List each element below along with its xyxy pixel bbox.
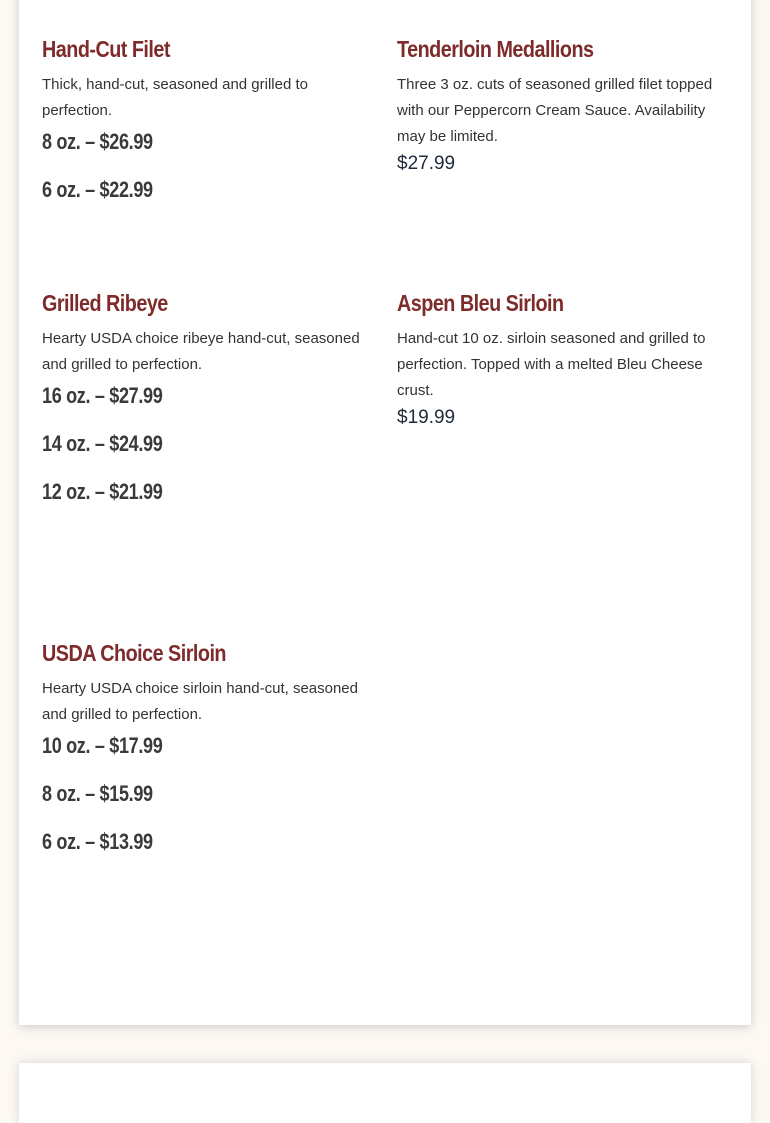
item-description: Hand-cut 10 oz. sirloin seasoned and grilled to perfection. Topped with a melted Bleu Cheese crust.: [397, 330, 706, 399]
menu-item-hand-cut-filet: [42, 34, 377, 214]
item-description: Hearty USDA choice sirloin hand-cut, seasoned and grilled to perfection.: [42, 680, 358, 723]
item-price: 16 oz. – $27.99: [42, 383, 163, 408]
menu-card: [19, 0, 751, 1025]
item-price: 6 oz. – $13.99: [42, 829, 153, 854]
item-price: 6 oz. – $22.99: [42, 177, 153, 202]
menu-item-aspen-bleu-sirloin: [397, 288, 732, 432]
item-price: 14 oz. – $24.99: [42, 431, 163, 456]
item-price: 12 oz. – $21.99: [42, 479, 163, 504]
item-price: 8 oz. – $26.99: [42, 129, 153, 154]
item-price: $27.99: [397, 153, 456, 174]
price-list: [42, 118, 377, 214]
price-list: [42, 722, 377, 866]
item-title: Tenderloin Medallions: [397, 36, 594, 62]
item-title: Grilled Ribeye: [42, 290, 168, 316]
item-price: 8 oz. – $15.99: [42, 781, 153, 806]
menu-item-usda-choice-sirloin: [42, 638, 377, 866]
item-description: Thick, hand-cut, seasoned and grilled to perfection.: [42, 76, 308, 119]
item-price: $19.99: [397, 407, 456, 428]
item-description: Three 3 oz. cuts of seasoned grilled filet topped with our Peppercorn Cream Sauce. Availability may be limited.: [397, 76, 713, 145]
menu-item-grilled-ribeye: [42, 288, 377, 516]
menu-item-tenderloin-medallions: [397, 34, 732, 178]
item-price: 10 oz. – $17.99: [42, 733, 163, 758]
price-list: [42, 372, 377, 516]
next-menu-card: [19, 1063, 751, 1123]
item-title: Hand-Cut Filet: [42, 36, 170, 62]
item-description: Hearty USDA choice ribeye hand-cut, seasoned and grilled to perfection.: [42, 330, 360, 373]
item-title: USDA Choice Sirloin: [42, 640, 226, 666]
item-title: Aspen Bleu Sirloin: [397, 290, 564, 316]
